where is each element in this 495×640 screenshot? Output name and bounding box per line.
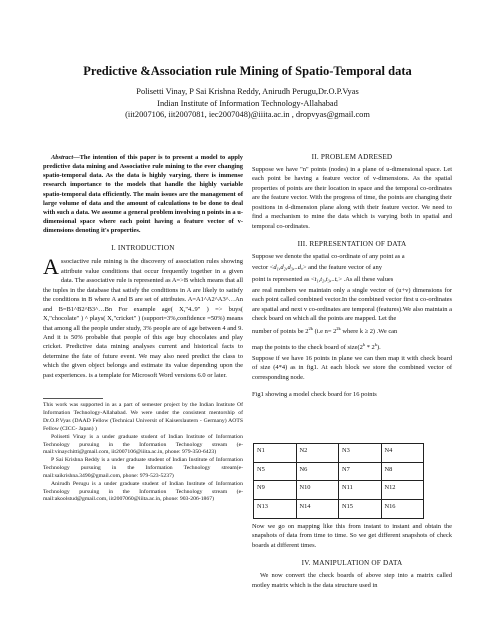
map-suffix: ). — [377, 343, 381, 351]
table-cell: N2 — [296, 444, 339, 463]
left-column — [43, 153, 243, 504]
table-cell: N5 — [254, 462, 297, 481]
representation-text: are real numbers we maintain only a single vector of (u+v) dimensions for each point called combined vector.In the combined vector first u co-ordinates are spatial and next v co-ordinates are temporal (features).We also maintain a check board on which all the points are mapped. Let the — [252, 286, 452, 322]
points-prefix: number of points be — [252, 328, 304, 336]
vector-suffix: > and the feature vector of any — [302, 263, 382, 271]
table-cell: N10 — [296, 481, 339, 500]
representation-tail: Suppose if we have 16 points in plane we can then map it with check board of size (4*4) as in fig1. At each block we store the combined vector of corresponding node. — [252, 354, 452, 381]
table-row — [254, 500, 424, 519]
table-cell: N3 — [339, 444, 382, 463]
introduction-body: ssociactive rule mining is the discovery of association rules showing attribute value conditions that occur frequently together in a given data. The associative rule is represented as A=>B which means that all the tuples in the database that satisfy the conditions in A are likely to satisfy the conditions in B where A and B are set of attributes. A=A1^A2^A3^…An and B=B1^B2^B3^…Bn For example age( X,"4..9" ) => buys( X,"chocolate" ) ^ plays( X,"cricket" ) (support=3%,confidence =50%) means that among all the people under study, 3% people are of age between 4 and 9. And it is 50% probable that people of this age buy chocolates and play cricket. Predictive data mining analyses current and historical facts to determine the fate of future event. We may also need predict the class to which the given object belongs and estimate its value depending upon the past experiences. is a template for Microsoft Word versions 6.0 or later. — [43, 258, 243, 379]
section-heading-problem: II. PROBLEM ADRESED — [311, 153, 393, 161]
table-cell: N6 — [296, 462, 339, 481]
paper-title: Predictive &Association rule Mining of Spatio-Temporal data — [83, 64, 412, 78]
after-grid-text: Now we go on mapping like this from instant to instant and obtain the snapshots of data from time to time. So we get different snapshots of check boards at different times. — [252, 523, 452, 549]
table-cell: N4 — [381, 444, 424, 463]
representation-line-1: Suppose we denote the spatial co-ordinate of any point as a — [252, 253, 405, 261]
author-names: Polisetti Vinay, P Sai Krishna Reddy, Anirudh Perugu,Dr.O.P.Vyas — [136, 87, 359, 96]
problem-text: Suppose we have "n" points (nodes) in a plane of u-dimensional space. Let each point be having a feature vector of v-dimensions. As the spatial properties of points are their location in space and the temporal co-ordinates are the feature vector. With the progress of time, the points are changing their positions in d-dimension plane along with their feature vector. We need to find a mechanism to mine the data which is varying both in spatial and temporal co-ordinates. — [252, 166, 452, 230]
table-cell: N9 — [254, 481, 297, 500]
check-board-table — [253, 443, 424, 519]
vector-prefix: vector < — [252, 263, 274, 271]
figure-caption: Fig1 showing a model check board for 16 points — [252, 391, 377, 399]
table-row — [254, 444, 424, 463]
table-cell: N8 — [381, 462, 424, 481]
map-prefix: map the points to the check board of size( — [252, 343, 360, 351]
footnote-funding: This work was supported in as a part of semester project by the Indian Institute Of Information Technology-Allahabad. We were under the consistent mentorship of Dr.O.P.Vyas (DAAD Fellow (Technical Universit of Kaiserslautern - Germany) AOTS Fellow (CICC- Japan) ) — [43, 402, 243, 432]
table-cell: N1 — [254, 444, 297, 463]
abstract-text: —The intention of this paper is to present a model to apply predictive data mining and Associative rule mining to the ever changing spatio-temporal data. As the data is highly varying, there is immense research importance to the models that handle the highly variable spatio-temporal data efficiently. The main issues are the management of large volume of data and the amount of calculations to be done to deal with such a data. We assume a general problem involving n points in a u-dimensional space where each point having a feature vector of v-dimensions denoting it's properties. — [43, 154, 243, 235]
author-affiliation: Indian Institute of Information Technology-Allahabad — [157, 98, 338, 108]
introduction-text — [43, 254, 243, 380]
footnote-author-3: Anirudh Perugu is a under graduate student of Indian Institute of Information Technology pursuing in the Information Technology stream (e-mail:akoolstud@gmail.com, iit2007060@iiita.ac.in, phone: 903-206-1867) — [43, 480, 243, 503]
abstract-lead: Abstract — [51, 154, 74, 161]
table-cell: N7 — [339, 462, 382, 481]
feature-prefix: point is represented as < — [252, 275, 315, 283]
number-of-points-line: number of points be $2^{2k}$ (i.e $n= 2^{2k}$ where k ≥ 2) .We can — [252, 326, 398, 336]
feature-vector: t₁,t₂,t₃,..tᵥ — [314, 275, 339, 283]
footnote-author-2: P Sai Krishna Reddy is a under graduate student of Indian Institute of Information Technology pursuing in the Information Technology stream(e-mail:saikrishna.3490@gmail.com, phone: 979-523-5237) — [43, 457, 243, 479]
table-cell: N13 — [254, 500, 297, 519]
representation-line-2 — [252, 262, 452, 274]
abstract — [43, 153, 243, 235]
table-cell: N14 — [296, 500, 339, 519]
table-cell: N16 — [381, 500, 424, 519]
footnote-author-1: Polisetti Vinay is a under graduate student of Indian Institute of Information Technology pursuing in the Information Technology stream (e-mail:vinaychitti@gmail.com, iit2007106@iiita.ac.in, phone: 979-350-6423) — [43, 433, 243, 456]
manipulation-text: We now convert the check boards of above step into a matrix called motley matrix which is the data structure used in — [252, 572, 452, 589]
after-grid-block — [252, 522, 452, 590]
author-block — [0, 86, 495, 121]
map-points-line: map the points to the check board of size(2$^k$ * 2$^k$). — [252, 341, 381, 351]
author-emails: (iit2007106, iit2007081, iec2007048)@iiita.ac.in , dropvyas@gmail.com — [125, 110, 370, 119]
section-heading-representation: III. REPRESENTATION OF DATA — [297, 240, 407, 249]
table-row — [254, 481, 424, 500]
intro-dropcap: A — [43, 254, 59, 280]
table-row — [254, 462, 424, 481]
points-middle: (i.e n= 2 — [314, 328, 337, 336]
section-heading-manipulation: IV. MANIPULATION OF DATA — [301, 559, 403, 568]
points-suffix: where k ≥ 2) .We can — [342, 328, 398, 336]
feature-suffix: > .As all these values — [338, 275, 394, 283]
table-cell: N12 — [381, 481, 424, 500]
table-cell: N11 — [339, 481, 382, 500]
footnote-divider — [43, 398, 103, 399]
right-column — [252, 153, 452, 400]
spatial-vector: d₁,d₂,d₃,..dᵤ — [273, 263, 303, 271]
section-heading-introduction: I. INTRODUCTION — [111, 244, 175, 253]
table-cell: N15 — [339, 500, 382, 519]
representation-line-3 — [252, 274, 452, 286]
